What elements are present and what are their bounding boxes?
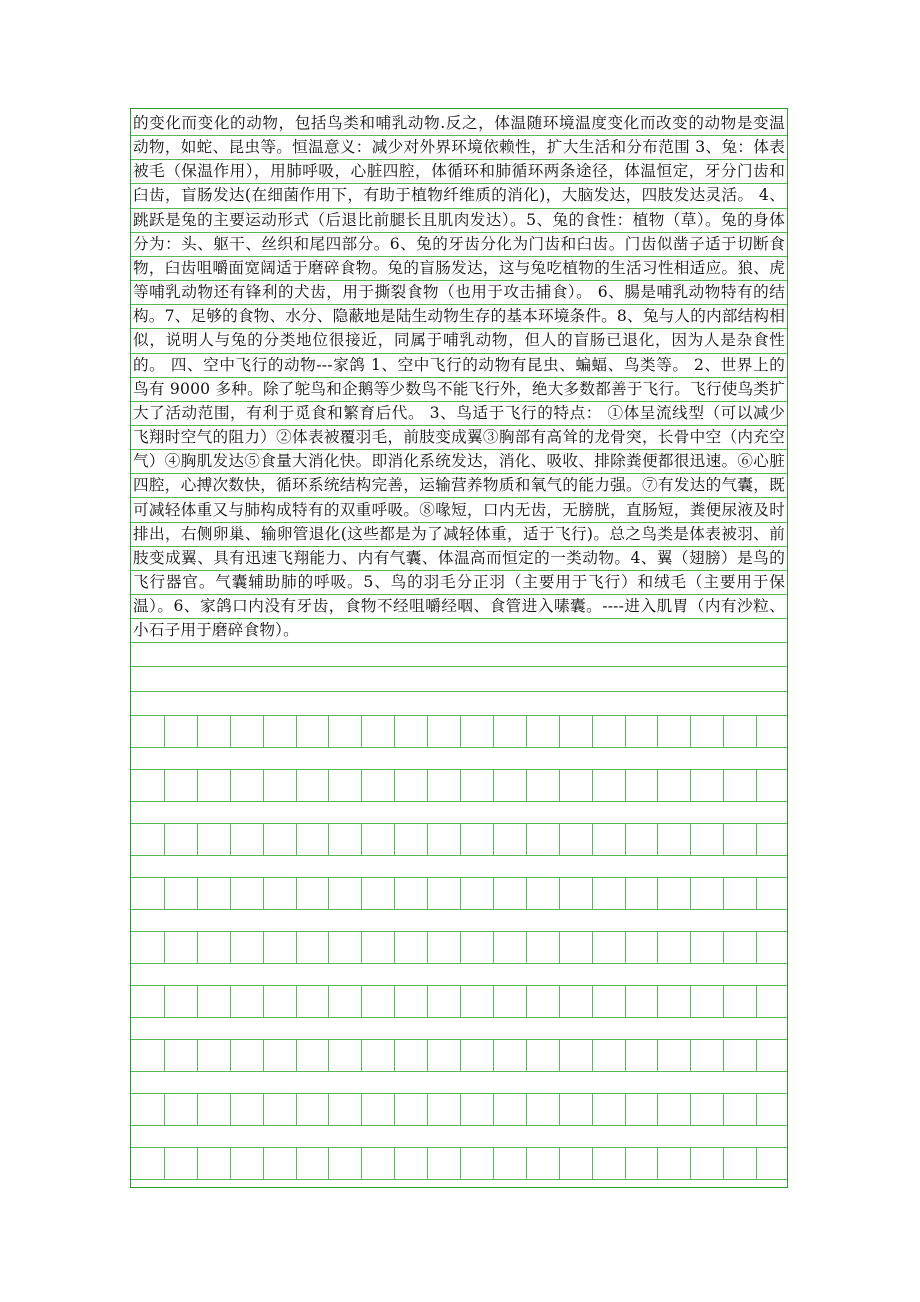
grid-row bbox=[131, 1093, 787, 1126]
grid-cell-divider bbox=[328, 1148, 329, 1179]
grid-cell-divider bbox=[197, 932, 198, 963]
grid-cell-divider bbox=[427, 986, 428, 1017]
grid-cell-divider bbox=[361, 878, 362, 909]
grid-cell-divider bbox=[526, 824, 527, 855]
text-rule-line bbox=[131, 666, 787, 667]
grid-cell-divider bbox=[361, 1148, 362, 1179]
grid-cell-divider bbox=[230, 716, 231, 747]
grid-cell-divider bbox=[526, 770, 527, 801]
grid-cell-divider bbox=[592, 770, 593, 801]
grid-cell-divider bbox=[328, 824, 329, 855]
grid-cell-divider bbox=[460, 1148, 461, 1179]
grid-row bbox=[131, 769, 787, 802]
grid-cell-divider bbox=[328, 878, 329, 909]
grid-cell-divider bbox=[625, 932, 626, 963]
grid-cell-divider bbox=[756, 770, 757, 801]
grid-cell-divider bbox=[296, 770, 297, 801]
grid-cell-divider bbox=[756, 932, 757, 963]
grid-cell-divider bbox=[723, 1148, 724, 1179]
grid-cell-divider bbox=[361, 770, 362, 801]
grid-cell-divider bbox=[263, 824, 264, 855]
empty-character-grid bbox=[131, 715, 787, 1187]
grid-cell-divider bbox=[263, 1040, 264, 1071]
grid-cell-divider bbox=[690, 878, 691, 909]
grid-cell-divider bbox=[263, 878, 264, 909]
grid-cell-divider bbox=[164, 1040, 165, 1071]
grid-cell-divider bbox=[394, 1094, 395, 1125]
grid-cell-divider bbox=[559, 878, 560, 909]
grid-cell-divider bbox=[427, 1148, 428, 1179]
grid-cell-divider bbox=[657, 770, 658, 801]
grid-cell-divider bbox=[756, 824, 757, 855]
grid-row bbox=[131, 715, 787, 748]
grid-cell-divider bbox=[592, 1148, 593, 1179]
grid-cell-divider bbox=[230, 986, 231, 1017]
grid-row bbox=[131, 985, 787, 1018]
grid-cell-divider bbox=[625, 770, 626, 801]
grid-cell-divider bbox=[427, 1094, 428, 1125]
grid-cell-divider bbox=[328, 986, 329, 1017]
grid-row bbox=[131, 931, 787, 964]
grid-cell-divider bbox=[361, 716, 362, 747]
grid-cell-divider bbox=[723, 878, 724, 909]
grid-cell-divider bbox=[164, 986, 165, 1017]
grid-cell-divider bbox=[460, 932, 461, 963]
grid-cell-divider bbox=[592, 878, 593, 909]
grid-cell-divider bbox=[427, 716, 428, 747]
grid-cell-divider bbox=[460, 878, 461, 909]
grid-cell-divider bbox=[230, 1040, 231, 1071]
grid-cell-divider bbox=[328, 1040, 329, 1071]
grid-cell-divider bbox=[197, 1094, 198, 1125]
grid-cell-divider bbox=[690, 824, 691, 855]
grid-cell-divider bbox=[230, 770, 231, 801]
grid-cell-divider bbox=[657, 1040, 658, 1071]
grid-cell-divider bbox=[427, 824, 428, 855]
grid-cell-divider bbox=[328, 716, 329, 747]
grid-cell-divider bbox=[296, 716, 297, 747]
grid-cell-divider bbox=[164, 1148, 165, 1179]
grid-cell-divider bbox=[625, 716, 626, 747]
grid-cell-divider bbox=[526, 1040, 527, 1071]
grid-cell-divider bbox=[394, 878, 395, 909]
grid-cell-divider bbox=[230, 878, 231, 909]
grid-cell-divider bbox=[526, 1094, 527, 1125]
grid-cell-divider bbox=[493, 824, 494, 855]
grid-cell-divider bbox=[164, 716, 165, 747]
grid-cell-divider bbox=[493, 878, 494, 909]
grid-cell-divider bbox=[559, 932, 560, 963]
grid-cell-divider bbox=[559, 824, 560, 855]
grid-cell-divider bbox=[592, 1040, 593, 1071]
grid-cell-divider bbox=[756, 878, 757, 909]
grid-cell-divider bbox=[460, 716, 461, 747]
grid-cell-divider bbox=[164, 932, 165, 963]
grid-cell-divider bbox=[394, 824, 395, 855]
grid-cell-divider bbox=[493, 1094, 494, 1125]
grid-cell-divider bbox=[756, 1040, 757, 1071]
text-rule-line bbox=[131, 642, 787, 643]
grid-cell-divider bbox=[723, 824, 724, 855]
grid-cell-divider bbox=[493, 770, 494, 801]
grid-cell-divider bbox=[493, 1040, 494, 1071]
grid-cell-divider bbox=[164, 770, 165, 801]
grid-cell-divider bbox=[296, 1148, 297, 1179]
grid-cell-divider bbox=[657, 1094, 658, 1125]
grid-cell-divider bbox=[690, 932, 691, 963]
grid-cell-divider bbox=[460, 986, 461, 1017]
grid-cell-divider bbox=[625, 1148, 626, 1179]
grid-cell-divider bbox=[723, 1040, 724, 1071]
grid-cell-divider bbox=[493, 716, 494, 747]
grid-cell-divider bbox=[690, 986, 691, 1017]
grid-cell-divider bbox=[197, 878, 198, 909]
grid-cell-divider bbox=[625, 1040, 626, 1071]
grid-row bbox=[131, 877, 787, 910]
grid-cell-divider bbox=[197, 770, 198, 801]
grid-cell-divider bbox=[559, 770, 560, 801]
grid-cell-divider bbox=[723, 932, 724, 963]
ruled-text-area bbox=[131, 109, 787, 715]
grid-cell-divider bbox=[328, 770, 329, 801]
grid-cell-divider bbox=[460, 770, 461, 801]
grid-cell-divider bbox=[197, 986, 198, 1017]
grid-cell-divider bbox=[756, 986, 757, 1017]
grid-cell-divider bbox=[690, 1148, 691, 1179]
grid-cell-divider bbox=[296, 1040, 297, 1071]
grid-cell-divider bbox=[460, 1094, 461, 1125]
grid-cell-divider bbox=[559, 1094, 560, 1125]
text-rule-line bbox=[131, 691, 787, 692]
grid-cell-divider bbox=[394, 932, 395, 963]
grid-cell-divider bbox=[361, 932, 362, 963]
grid-cell-divider bbox=[690, 770, 691, 801]
grid-cell-divider bbox=[197, 824, 198, 855]
grid-cell-divider bbox=[657, 1148, 658, 1179]
grid-cell-divider bbox=[328, 932, 329, 963]
grid-cell-divider bbox=[296, 878, 297, 909]
grid-cell-divider bbox=[197, 1040, 198, 1071]
grid-cell-divider bbox=[756, 1148, 757, 1179]
grid-cell-divider bbox=[625, 824, 626, 855]
grid-cell-divider bbox=[394, 1040, 395, 1071]
grid-cell-divider bbox=[690, 1040, 691, 1071]
grid-cell-divider bbox=[559, 716, 560, 747]
grid-cell-divider bbox=[361, 1094, 362, 1125]
grid-cell-divider bbox=[592, 824, 593, 855]
grid-cell-divider bbox=[296, 824, 297, 855]
grid-cell-divider bbox=[460, 824, 461, 855]
grid-cell-divider bbox=[526, 932, 527, 963]
grid-cell-divider bbox=[625, 1094, 626, 1125]
grid-cell-divider bbox=[657, 986, 658, 1017]
grid-cell-divider bbox=[756, 716, 757, 747]
grid-cell-divider bbox=[296, 1094, 297, 1125]
grid-cell-divider bbox=[296, 932, 297, 963]
grid-row bbox=[131, 1039, 787, 1072]
grid-cell-divider bbox=[723, 986, 724, 1017]
grid-cell-divider bbox=[263, 932, 264, 963]
grid-cell-divider bbox=[723, 716, 724, 747]
grid-cell-divider bbox=[592, 1094, 593, 1125]
grid-cell-divider bbox=[657, 878, 658, 909]
grid-cell-divider bbox=[690, 716, 691, 747]
grid-cell-divider bbox=[263, 770, 264, 801]
grid-cell-divider bbox=[493, 932, 494, 963]
grid-cell-divider bbox=[361, 824, 362, 855]
grid-cell-divider bbox=[263, 716, 264, 747]
grid-cell-divider bbox=[526, 986, 527, 1017]
grid-cell-divider bbox=[592, 986, 593, 1017]
grid-cell-divider bbox=[559, 1040, 560, 1071]
grid-cell-divider bbox=[197, 1148, 198, 1179]
grid-cell-divider bbox=[592, 932, 593, 963]
grid-cell-divider bbox=[756, 1094, 757, 1125]
grid-cell-divider bbox=[230, 1148, 231, 1179]
grid-cell-divider bbox=[230, 824, 231, 855]
grid-row bbox=[131, 1147, 787, 1180]
grid-cell-divider bbox=[657, 932, 658, 963]
grid-cell-divider bbox=[296, 986, 297, 1017]
grid-cell-divider bbox=[493, 986, 494, 1017]
grid-cell-divider bbox=[559, 986, 560, 1017]
grid-cell-divider bbox=[230, 1094, 231, 1125]
grid-cell-divider bbox=[164, 878, 165, 909]
grid-cell-divider bbox=[723, 1094, 724, 1125]
grid-cell-divider bbox=[559, 1148, 560, 1179]
grid-cell-divider bbox=[460, 1040, 461, 1071]
grid-cell-divider bbox=[493, 1148, 494, 1179]
grid-cell-divider bbox=[394, 770, 395, 801]
grid-cell-divider bbox=[164, 824, 165, 855]
grid-cell-divider bbox=[197, 716, 198, 747]
grid-cell-divider bbox=[427, 1040, 428, 1071]
grid-cell-divider bbox=[526, 1148, 527, 1179]
grid-cell-divider bbox=[592, 716, 593, 747]
grid-cell-divider bbox=[164, 1094, 165, 1125]
grid-row bbox=[131, 823, 787, 856]
grid-cell-divider bbox=[361, 986, 362, 1017]
grid-cell-divider bbox=[657, 824, 658, 855]
grid-cell-divider bbox=[394, 716, 395, 747]
grid-cell-divider bbox=[263, 1148, 264, 1179]
grid-cell-divider bbox=[427, 770, 428, 801]
grid-cell-divider bbox=[328, 1094, 329, 1125]
grid-cell-divider bbox=[690, 1094, 691, 1125]
grid-cell-divider bbox=[427, 932, 428, 963]
grid-cell-divider bbox=[394, 1148, 395, 1179]
grid-cell-divider bbox=[230, 932, 231, 963]
grid-cell-divider bbox=[394, 986, 395, 1017]
grid-cell-divider bbox=[625, 878, 626, 909]
grid-cell-divider bbox=[625, 986, 626, 1017]
grid-cell-divider bbox=[263, 986, 264, 1017]
grid-cell-divider bbox=[427, 878, 428, 909]
grid-cell-divider bbox=[723, 770, 724, 801]
grid-cell-divider bbox=[526, 716, 527, 747]
grid-cell-divider bbox=[526, 878, 527, 909]
grid-cell-divider bbox=[657, 716, 658, 747]
grid-cell-divider bbox=[361, 1040, 362, 1071]
grid-cell-divider bbox=[263, 1094, 264, 1125]
essay-paragraph: 的变化而变化的动物，包括鸟类和哺乳动物.反之，体温随环境温度变化而改变的动物是变温动物，如蛇、昆虫等。恒温意义：减少对外界环境依赖性，扩大生活和分布范围 3、兔：体表被毛（保温作用），用肺呼吸，心脏四腔，体循环和肺循环两条途径，体温恒定，牙分门齿和臼齿，盲肠发达(在细菌作用下，有助于植物纤维质的消化)，大脑发达，四肢发达灵活。 4、跳跃是兔的主要运动形式（后退比前腿长且肌肉发达）。5、兔的食性：植物（草）。兔的身体分为：头、躯干、丝织和尾四部分。6、兔的牙齿分化为门齿和臼齿。门齿似凿子适于切断食物，臼齿咀嚼面宽阔适于磨碎食物。兔的盲肠发达，这与兔吃植物的生活习性相适应。狼、虎等哺乳动物还有锋利的犬齿，用于撕裂食物（也用于攻击捕食）。 6、腸是哺乳动物特有的结构。7、足够的食物、水分、隐蔽地是陆生动物生存的基本环境条件。8、兔与人的内部结构相似，说明人与兔的分类地位很接近，同属于哺乳动物，但人的盲肠已退化，因为人是杂食性的。 四、空中飞行的动物---家鸽 1、空中飞行的动物有昆虫、蝙蝠、鸟类等。 2、世界上的鸟有 9000 多种。除了鸵鸟和企鹅等少数鸟不能飞行外，绝大多数都善于飞行。飞行使鸟类扩大了活动范围，有利于觅食和繁育后代。 3、鸟适于飞行的特点： ①体呈流线型（可以减少飞翔时空气的阻力）②体表被覆羽毛，前肢变成翼③胸部有高耸的龙骨突，长骨中空（内充空气）④胸肌发达⑤食量大消化快。即消化系统发达，消化、吸收、排除粪便都很迅速。⑥心脏四腔，心搏次数快，循环系统结构完善，运输营养物质和氧气的能力强。⑦有发达的气囊，既可减轻体重又与肺构成特有的双重呼吸。⑧喙短，口内无齿，无膀胱，直肠短，粪便尿液及时排出，右侧卵巢、输卵管退化(这些都是为了减轻体重，适于飞行)。总之鸟类是体表被羽、前肢变成翼、具有迅速飞翔能力、内有气囊、体温高而恒定的一类动物。4、翼（翅膀）是鸟的飞行器官。气囊辅助肺的呼吸。5、鸟的羽毛分正羽（主要用于飞行）和绒毛（主要用于保温）。6、家鸽口内没有牙齿，食物不经咀嚼经咽、食管进入嗉囊。----进入肌胃（内有沙粒、小石子用于磨碎食物）。 bbox=[133, 114, 785, 640]
writing-sheet bbox=[130, 108, 788, 1188]
